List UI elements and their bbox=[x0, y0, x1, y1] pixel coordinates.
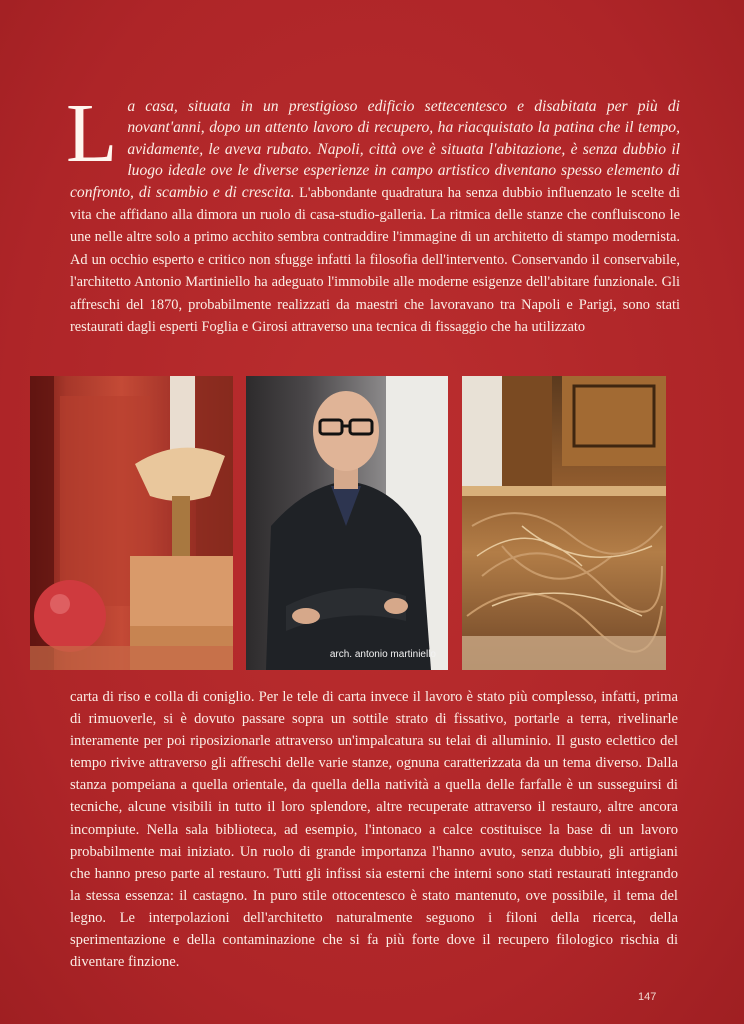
photo-strip bbox=[30, 376, 666, 670]
interior-lamp-illustration bbox=[30, 376, 233, 670]
lead-italic-text: a casa, situata in un prestigioso edificio settecentesco e disabitata per più di novant'anni, dopo un attento lavoro di recupero, ha riacquistato la patina che il tempo, avidamente, le aveva rubato. Napoli, città ove è situata l'abitazione, è senza dubbio il luogo ideale ove le diverse esperienze in campo artistico diventano spesso elemento di confronto, di scambio e di crescita. bbox=[70, 98, 680, 201]
architect-portrait-illustration bbox=[246, 376, 448, 670]
continuation-paragraph: carta di riso e colla di coniglio. Per le tele di carta invece il lavoro è stato più complesso, infatti, prima di rimuoverle, si è dovuto passare sopra un sottile strato di fissativo, portarle a terra, rivelinarle interamente per poi riposizionarle attraverso un'impalcatura su telai di alluminio. Il gusto eclettico del tempo rivive attraverso gli affreschi delle varie stanze, ognuna caratterizzata da un tema diverso. Dalla stanza pompeiana a quella orientale, da quella della natività a quella delle farfalle è un susseguirsi di tecniche, alcune visibili in tutto il loro splendore, altre recuperate attraverso il restauro, altre ancora incompiute. Nella sala biblioteca, ad esempio, l'intonaco a calce costituisce la base di un lavoro probabilmente mai iniziato. Un ruolo di grande importanza l'hanno avuto, senza dubbio, gli artigiani che hanno preso parte al restauro. Tutti gli infissi sia esterni che interni sono stati restaurati integrando la stessa essenza: il castagno. In puro stile ottocentesco è stato mantenuto, ove possibile, il tema del legno. Le interpolazioni dell'architetto naturalmente seguono i filoni della ricerca, della sperimentazione e della contaminazione che si fa più forte dove il recupero filologico rischia di diventare finzione. bbox=[70, 689, 678, 971]
drop-cap: L bbox=[66, 87, 118, 180]
photo-architect-portrait bbox=[246, 376, 448, 670]
photo-caption: arch. antonio martiniello bbox=[329, 649, 436, 660]
room-sculpture-illustration bbox=[462, 376, 666, 670]
photo-room-sculpture bbox=[462, 376, 666, 670]
intro-body-text: L'abbondante quadratura ha senza dubbio influenzato le scelte di vita che affidano alla dimora un ruolo di casa-studio-galleria. La ritmica delle stanze che confluiscono le une nelle altre solo a primo acchito sembra contraddire l'immagine di un architetto di stampo modernista. Ad un occhio esperto e critico non sfugge infatti la filosofia dell'intervento. Conservando il conservabile, l'architetto Antonio Martiniello ha adeguato l'immobile alle moderne esigenze dell'abitare funzionale. Gli affreschi del 1870, probabilmente realizzati da maestri che lavoravano tra Napoli e Parigi, sono stati restaurati dagli esperti Foglia e Girosi attraverso una tecnica di fissaggio che ha utilizzato bbox=[70, 184, 680, 336]
page-number: 147 bbox=[638, 991, 657, 1003]
intro-paragraph bbox=[66, 87, 680, 338]
photo-interior-lamp bbox=[30, 376, 233, 670]
